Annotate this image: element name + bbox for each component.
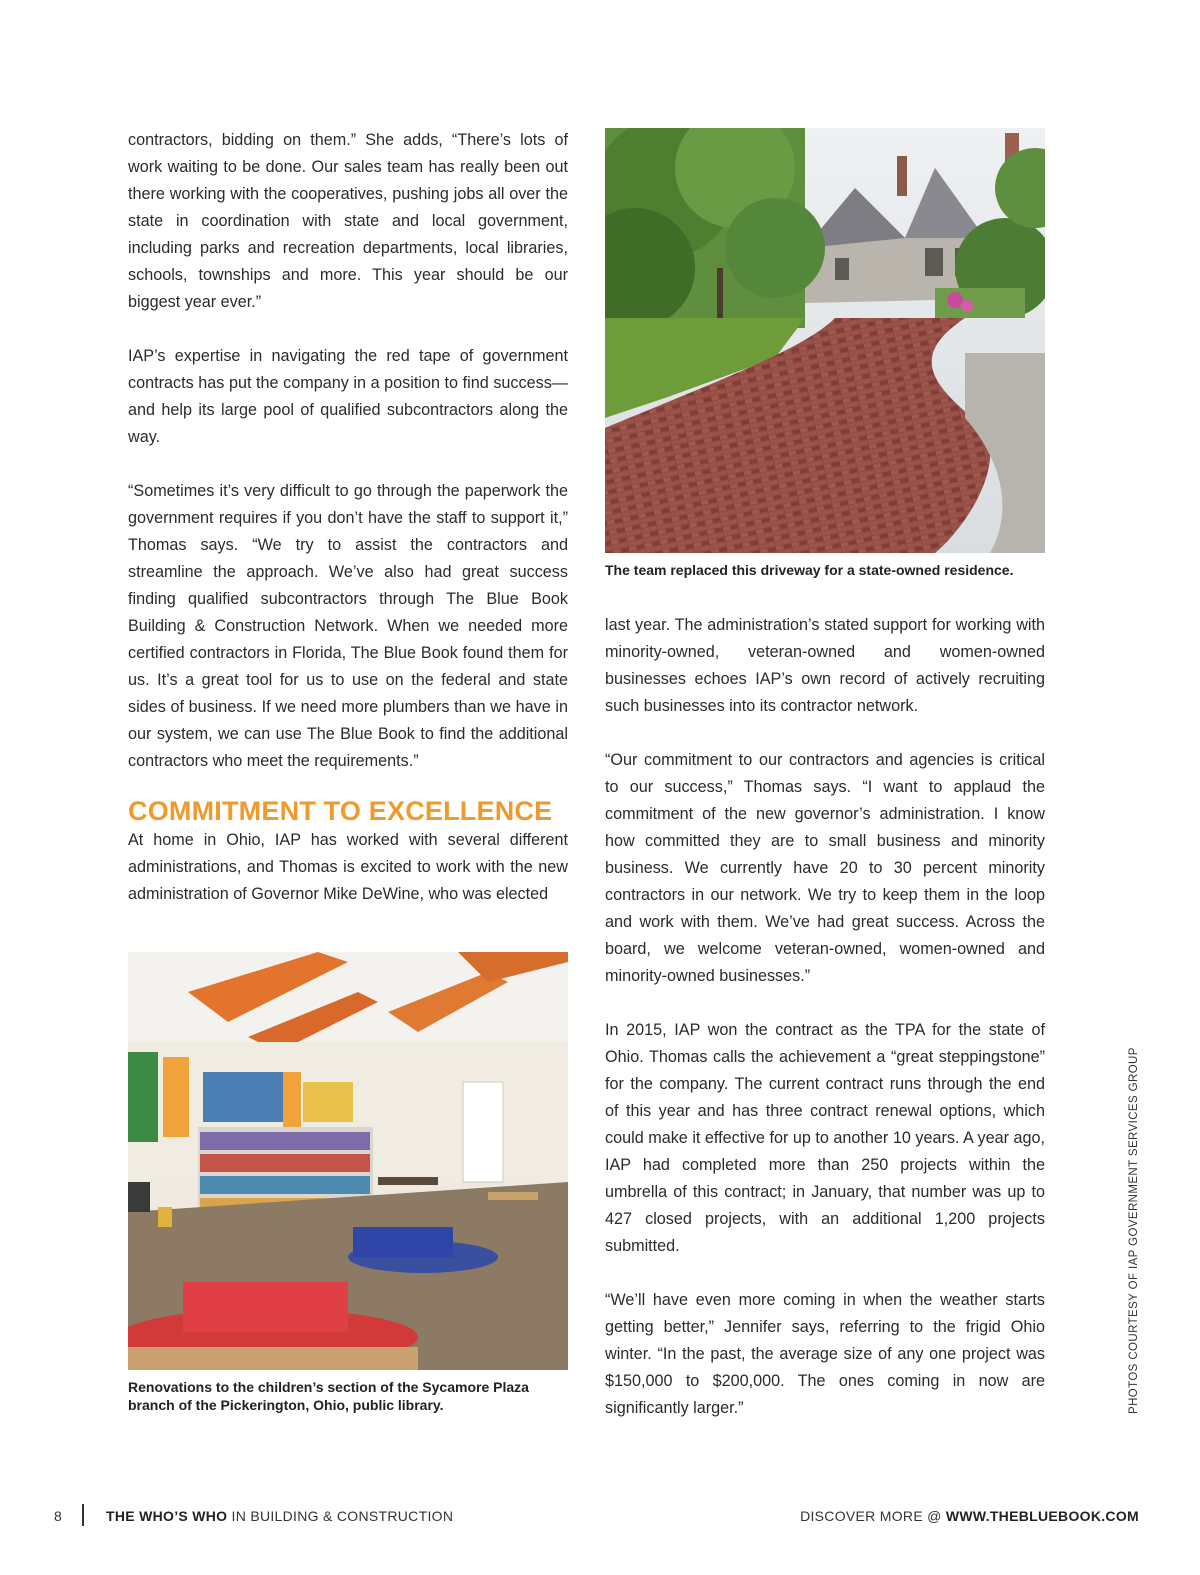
- section-heading: COMMITMENT TO EXCELLENCE: [128, 796, 553, 826]
- body-paragraph: last year. The administration’s stated support for working with minority-owned, veteran-owned and women-owned businesses echoes IAP’s own record of actively recruiting such businesses into its contractor network.: [605, 616, 1045, 715]
- driveway-figure: [605, 128, 1045, 579]
- driveway-caption: The team replaced this driveway for a state-owned residence.: [605, 562, 1014, 578]
- left-column: [128, 127, 568, 908]
- website-link[interactable]: WWW.THEBLUEBOOK.COM: [945, 1508, 1139, 1524]
- discover-label: DISCOVER MORE @: [800, 1508, 946, 1524]
- footer-divider: [82, 1504, 84, 1526]
- body-paragraph: contractors, bidding on them.” She adds, “There’s lots of work waiting to be done. Our sales team has really been out there working with the cooperatives, pushing jobs all over the state in coordination with state and local government, including parks and recreation departments, local libraries, schools, townships and more. This year should be our biggest year ever.”: [128, 131, 568, 311]
- page-number: 8: [54, 1508, 62, 1524]
- driveway-photo: [605, 128, 1045, 553]
- publication-title: [106, 1508, 453, 1524]
- right-column: [605, 612, 1045, 1422]
- body-paragraph: “We’ll have even more coming in when the weather starts getting better,” Jennifer says, referring to the frigid Ohio winter. “In the past, the average size of any one project was $150,000 to $200,000. The ones coming in now are significantly larger.”: [605, 1291, 1045, 1417]
- publication-title-rest: IN BUILDING & CONSTRUCTION: [227, 1508, 454, 1524]
- publication-title-bold: THE WHO’S WHO: [106, 1508, 228, 1524]
- library-photo: [128, 952, 568, 1370]
- photo-credit: PHOTOS COURTESY OF IAP GOVERNMENT SERVICES GROUP: [1128, 1047, 1140, 1414]
- body-paragraph: IAP’s expertise in navigating the red tape of government contracts has put the company in a position to find success—and help its large pool of qualified subcontractors along the way.: [128, 347, 568, 446]
- library-caption: Renovations to the children’s section of the Sycamore Plaza branch of the Pickerington, Ohio, public library.: [128, 1379, 529, 1413]
- library-figure: [128, 952, 568, 1414]
- body-paragraph: At home in Ohio, IAP has worked with several different administrations, and Thomas is excited to work with the new administration of Governor Mike DeWine, who was elected: [128, 831, 568, 903]
- body-paragraph: “Sometimes it’s very difficult to go through the paperwork the government requires if you don’t have the staff to support it,” Thomas says. “We try to assist the contractors and streamline the approach. We’ve also had great success finding qualified subcontractors through The Blue Book Building & Construction Network. When we needed more certified contractors in Florida, The Blue Book found them for us. It’s a great tool for us to use on the federal and state sides of business. If we need more plumbers than we have in our system, we can use The Blue Book to find the additional contractors who meet the requirements.”: [128, 482, 568, 770]
- discover-more: [800, 1508, 1139, 1524]
- body-paragraph: In 2015, IAP won the contract as the TPA for the state of Ohio. Thomas calls the achievement a “great steppingstone” for the company. The current contract runs through the end of this year and has three contract renewal options, which could make it effective for up to another 10 years. A year ago, IAP had completed more than 250 projects within the umbrella of this contract; in January, that number was up to 427 closed projects, with an additional 1,200 projects submitted.: [605, 1021, 1045, 1255]
- page-footer: [0, 1504, 1200, 1528]
- body-paragraph: “Our commitment to our contractors and agencies is critical to our success,” Thomas says. “I want to applaud the commitment of the new governor’s administration. I know how committed they are to small business and minority business. We currently have 20 to 30 percent minority contractors in our network. We try to keep them in the loop and work with them. We’ve had great success. Across the board, we welcome veteran-owned, women-owned and minority-owned businesses.”: [605, 751, 1045, 985]
